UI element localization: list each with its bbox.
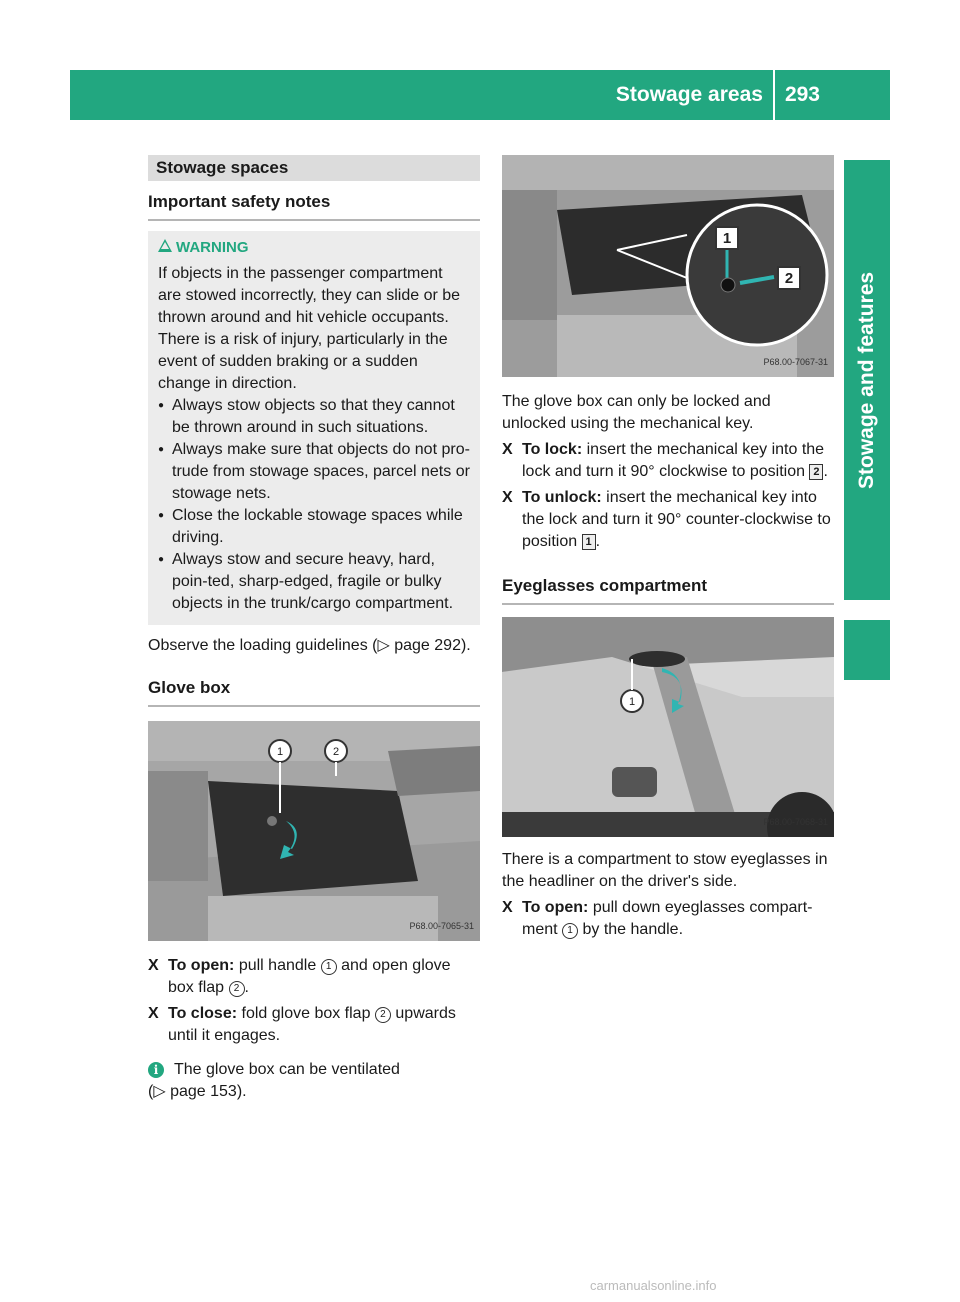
lock-figure bbox=[502, 155, 834, 377]
section-title: Stowage spaces bbox=[148, 155, 480, 181]
warning-box bbox=[148, 231, 480, 625]
warning-intro: If objects in the passenger compartment are stowed incorrectly, they can slide or be thrown around and hit vehicle occupants. There is a risk of injury, particularly in the event of sudden braking or a sudden change in direction. bbox=[158, 265, 461, 392]
step-label: To unlock: bbox=[522, 489, 602, 506]
info-icon: i bbox=[148, 1062, 164, 1078]
step-arrow-icon: X bbox=[502, 899, 513, 916]
subhead-safety: Important safety notes bbox=[148, 191, 480, 221]
step-text: pull down eyeglasses compart-ment bbox=[522, 899, 813, 938]
observe-guidelines: Observe the loading guidelines (▷ page 292). bbox=[148, 637, 471, 654]
step-text: and open glove box flap bbox=[168, 957, 451, 996]
right-column bbox=[502, 155, 834, 941]
step-text: pull handle bbox=[238, 957, 317, 974]
svg-text:1: 1 bbox=[276, 746, 284, 758]
position-ref: 2 bbox=[809, 464, 823, 480]
header-bar bbox=[70, 70, 890, 120]
info-text: The glove box can be ventilated bbox=[174, 1061, 400, 1078]
page-number: 293 bbox=[784, 83, 820, 106]
step-text: insert the mechanical key into the lock and turn it 90° counter-clockwise to position bbox=[522, 489, 831, 550]
footer-watermark: carmanualsonline.info bbox=[590, 1278, 717, 1293]
step-label: To lock: bbox=[522, 441, 583, 458]
step-label: To open: bbox=[168, 957, 235, 974]
warning-bullet: ● Close the lockable stowage spaces while driving. bbox=[158, 505, 470, 549]
callout-ref: 1 bbox=[562, 923, 578, 939]
step-text: by the handle. bbox=[582, 921, 684, 938]
left-column bbox=[148, 155, 480, 1103]
header-separator bbox=[773, 70, 775, 120]
figure-code: P68.00-7068-31 bbox=[763, 817, 828, 827]
glovebox-figure bbox=[148, 721, 480, 941]
warning-bullet: ● Always stow and secure heavy, hard, poin-ted, sharp-edged, fragile or bulky objects in the trunk/cargo compartment. bbox=[158, 549, 470, 615]
info-text: (▷ page 153). bbox=[148, 1083, 247, 1100]
subhead-eyeglasses: Eyeglasses compartment bbox=[502, 575, 834, 605]
step-lock: X To lock: insert the mechanical key into the lock and turn it 90° clockwise to position 2 . bbox=[502, 441, 828, 480]
step-text: fold glove box flap bbox=[241, 1005, 371, 1022]
step-label: To open: bbox=[522, 899, 589, 916]
lock-illustration bbox=[502, 155, 834, 377]
side-tab-label: Stowage and features bbox=[855, 271, 878, 489]
callout-ref: 2 bbox=[229, 981, 245, 997]
info-note bbox=[148, 1059, 480, 1103]
svg-text:1: 1 bbox=[722, 230, 732, 247]
figure-code: P68.00-7067-31 bbox=[763, 357, 828, 367]
step-open: X To open: pull handle 1 and open glove box flap 2 . bbox=[148, 957, 451, 996]
step-text: upwards until it engages. bbox=[168, 1005, 456, 1044]
step-arrow-icon: X bbox=[502, 441, 513, 458]
svg-text:1: 1 bbox=[628, 696, 636, 708]
header-section-title: Stowage areas bbox=[615, 83, 763, 106]
step-eyeglasses-open bbox=[502, 897, 834, 941]
step-label: To close: bbox=[168, 1005, 238, 1022]
eyeglasses-intro: There is a compartment to stow eyeglasses in the headliner on the driver's side. bbox=[502, 851, 828, 890]
svg-text:2: 2 bbox=[332, 746, 340, 758]
step-arrow-icon: X bbox=[502, 489, 513, 506]
warning-title: WARNING bbox=[158, 237, 470, 259]
warning-bullet: ● Always stow objects so that they cannot be thrown around in such situations. bbox=[158, 395, 470, 439]
position-ref: 1 bbox=[582, 534, 596, 550]
eyeglasses-figure bbox=[502, 617, 834, 837]
subhead-glovebox: Glove box bbox=[148, 677, 480, 707]
step-unlock: X To unlock: insert the mechanical key into the lock and turn it 90° counter-clockwise to position 1 . bbox=[502, 489, 831, 550]
callout-ref: 1 bbox=[321, 959, 337, 975]
step-arrow-icon: X bbox=[148, 1005, 159, 1022]
lock-intro: The glove box can only be locked and unlocked using the mechanical key. bbox=[502, 393, 771, 432]
glovebox-illustration bbox=[148, 721, 480, 941]
eyeglasses-illustration bbox=[502, 617, 834, 837]
header-title bbox=[616, 70, 820, 120]
figure-code: P68.00-7065-31 bbox=[409, 921, 474, 931]
side-tab bbox=[844, 160, 890, 600]
side-tab-marker bbox=[844, 620, 890, 680]
step-close bbox=[148, 1003, 480, 1047]
warning-bullet: ● Always make sure that objects do not pro-trude from stowage spaces, parcel nets or stowage nets. bbox=[158, 439, 470, 505]
svg-text:2: 2 bbox=[784, 270, 794, 287]
callout-ref: 2 bbox=[375, 1007, 391, 1023]
step-arrow-icon: X bbox=[148, 957, 159, 974]
step-text: insert the mechanical key into the lock and turn it 90° clockwise to position bbox=[522, 441, 825, 480]
